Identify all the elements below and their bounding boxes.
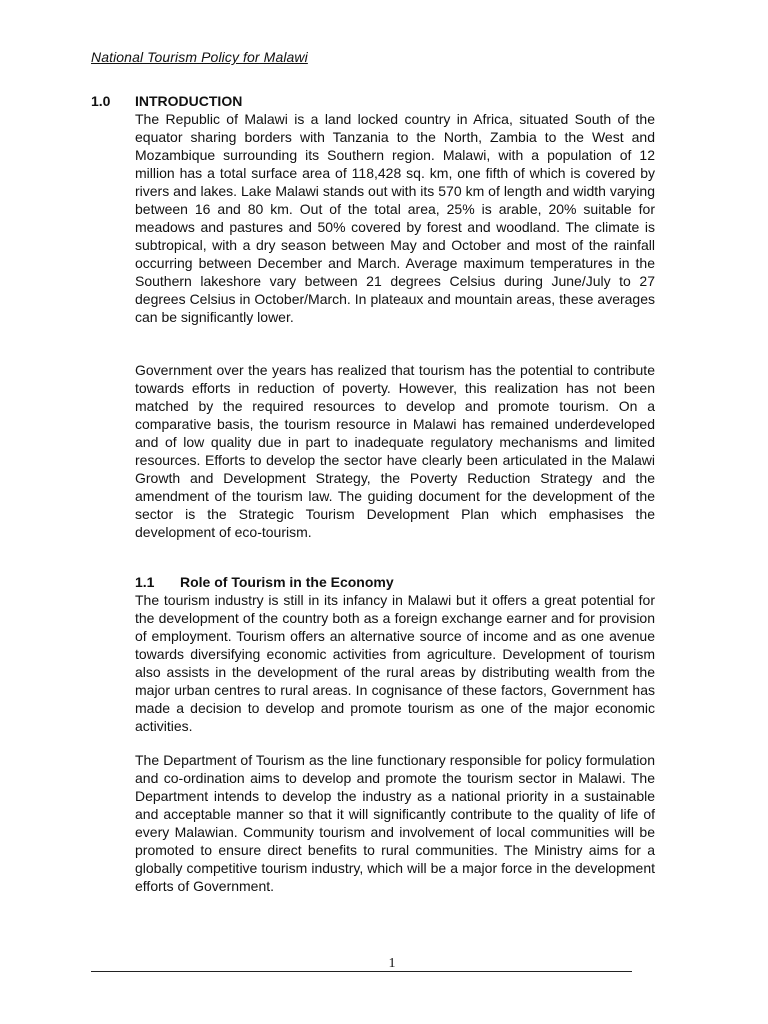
subsection-title: Role of Tourism in the Economy [180, 574, 394, 590]
section-title: INTRODUCTION [135, 93, 243, 109]
page-number [8, 956, 768, 972]
running-header: National Tourism Policy for Malawi [91, 49, 308, 65]
section-heading [91, 93, 242, 109]
section-number: 1.0 [91, 93, 111, 109]
subsection-heading [135, 574, 394, 590]
role-paragraph-1: The tourism industry is still in its infancy in Malawi but it offers a great potential for the development of the country both as a foreign exchange earner and for provision of employment. Tourism offers an alternative source of income and as one avenue towards diversifying economic activities from agriculture. Development of tourism also assists in the development of the rural areas by distributing wealth from the major urban centres to rural areas. In cognisance of these factors, Government has made a decision to develop and promote tourism as one of the major economic activities. [135, 592, 655, 734]
role-paragraph-2: The Department of Tourism as the line functionary responsible for policy formulation and co-ordination aims to develop and promote the tourism sector in Malawi. The Department intends to develop the industry as a national priority in a sustainable and acceptable manner so that it will significantly contribute to the quality of life of every Malawian. Community tourism and involvement of local communities will be promoted to ensure direct benefits to rural communities. The Ministry aims for a globally competitive tourism industry, which will be a major force in the development efforts of Government. [135, 752, 655, 894]
page-number-text: 1 [388, 956, 396, 971]
intro-paragraph-1: The Republic of Malawi is a land locked country in Africa, situated South of the equator sharing borders with Tanzania to the North, Zambia to the West and Mozambique surrounding its Southern region. Malawi, with a population of 12 million has a total surface area of 118,428 sq. km, one fifth of which is covered by rivers and lakes. Lake Malawi stands out with its 570 km of length and width varying between 16 and 80 km. Out of the total area, 25% is arable, 20% suitable for meadows and pastures and 50% covered by forest and woodland. The climate is subtropical, with a dry season between May and October and most of the rainfall occurring between December and March. Average maximum temperatures in the Southern lakeshore vary between 21 degrees Celsius during June/July to 27 degrees Celsius in October/March. In plateaux and mountain areas, these averages can be significantly lower. [135, 111, 655, 325]
intro-paragraph-2: Government over the years has realized that tourism has the potential to contribute towards efforts in reduction of poverty. However, this realization has not been matched by the required resources to develop and promote tourism. On a comparative basis, the tourism resource in Malawi has remained underdeveloped and of low quality due in part to inadequate regulatory mechanisms and limited resources. Efforts to develop the sector have clearly been articulated in the Malawi Growth and Development Strategy, the Poverty Reduction Strategy and the amendment of the tourism law. The guiding document for the development of the sector is the Strategic Tourism Development Plan which emphasises the development of eco-tourism. [135, 362, 655, 540]
subsection-number: 1.1 [135, 574, 155, 590]
